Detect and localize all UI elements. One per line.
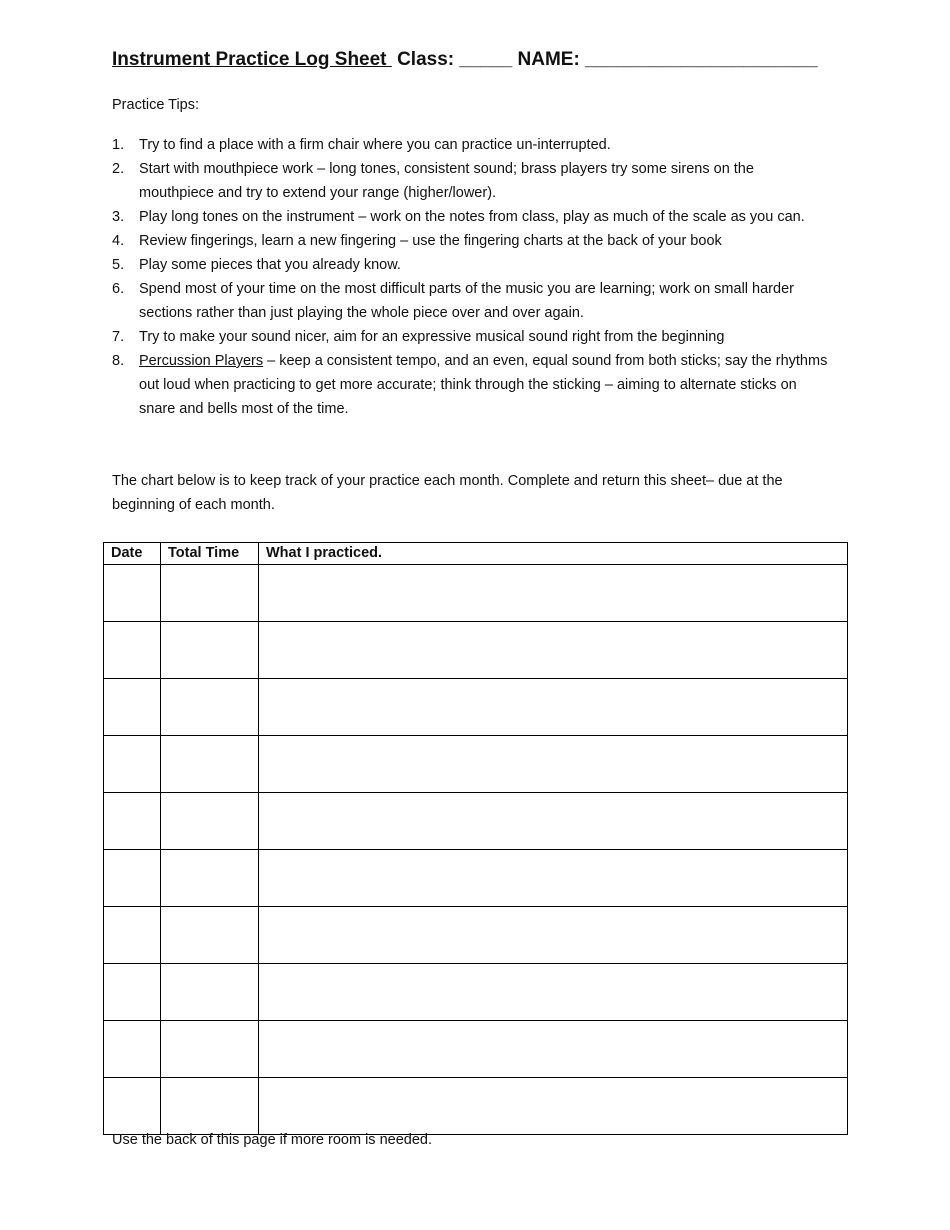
date-cell[interactable] xyxy=(104,679,161,736)
log-table-body xyxy=(104,565,848,1135)
total-time-cell[interactable] xyxy=(161,1078,259,1135)
total-time-column-header: Total Time xyxy=(161,543,259,565)
date-cell[interactable] xyxy=(104,793,161,850)
practice-tips-heading: Practice Tips: xyxy=(112,97,200,113)
tip-text: Review fingerings, learn a new fingering – use the fingering charts at the back of your book xyxy=(139,233,722,249)
what-practiced-cell[interactable] xyxy=(259,793,848,850)
tip-text: Play long tones on the instrument – work on the notes from class, play as much of the scale as you can. xyxy=(139,209,805,225)
tip-text: Try to make your sound nicer, aim for an expressive musical sound right from the beginning xyxy=(139,329,725,345)
tip-text: Try to find a place with a firm chair where you can practice un-interrupted. xyxy=(139,137,611,153)
footer-note: Use the back of this page if more room is needed. xyxy=(112,1132,432,1148)
tip-number: 7. xyxy=(112,329,125,345)
what-practiced-column-header: What I practiced. xyxy=(259,543,848,565)
page-title: Instrument Practice Log Sheet xyxy=(112,49,392,70)
tip-number: 8. xyxy=(112,353,125,369)
what-practiced-cell[interactable] xyxy=(259,565,848,622)
total-time-cell[interactable] xyxy=(161,565,259,622)
table-row xyxy=(104,679,848,736)
table-row xyxy=(104,964,848,1021)
what-practiced-cell[interactable] xyxy=(259,907,848,964)
tip-text: – keep a consistent tempo, and an even, equal sound from both sticks; say the rhythms out loud when practicing to get more accurate; think through the sticking – aiming to alternate sticks on snare and bells most of the time. xyxy=(139,353,828,417)
table-row xyxy=(104,1021,848,1078)
what-practiced-cell[interactable] xyxy=(259,1021,848,1078)
tip-item xyxy=(112,277,832,325)
total-time-cell[interactable] xyxy=(161,622,259,679)
table-row xyxy=(104,736,848,793)
total-time-cell[interactable] xyxy=(161,907,259,964)
total-time-cell[interactable] xyxy=(161,964,259,1021)
tip-item xyxy=(112,133,832,157)
date-cell[interactable] xyxy=(104,850,161,907)
date-column-header: Date xyxy=(104,543,161,565)
table-row xyxy=(104,907,848,964)
total-time-cell[interactable] xyxy=(161,850,259,907)
date-cell[interactable] xyxy=(104,907,161,964)
table-row xyxy=(104,1078,848,1135)
table-header-row xyxy=(104,543,848,565)
class-name-fields: Class: _____ NAME: ______________________ xyxy=(391,49,818,70)
total-time-cell[interactable] xyxy=(161,1021,259,1078)
tip-item xyxy=(112,205,832,229)
tip-item xyxy=(112,253,832,277)
table-row xyxy=(104,793,848,850)
practice-tips-list xyxy=(112,133,832,421)
page-header xyxy=(112,49,818,71)
table-row xyxy=(104,622,848,679)
date-cell[interactable] xyxy=(104,622,161,679)
total-time-cell[interactable] xyxy=(161,679,259,736)
date-cell[interactable] xyxy=(104,565,161,622)
tip-text: Play some pieces that you already know. xyxy=(139,257,401,273)
tip-number: 1. xyxy=(112,137,125,153)
tip-item xyxy=(112,157,832,205)
tip-text: Start with mouthpiece work – long tones, consistent sound; brass players try some sirens on the mouthpiece and try to extend your range (higher/lower). xyxy=(139,161,754,201)
tip-text: Spend most of your time on the most difficult parts of the music you are learning; work on small harder sections rather than just playing the whole piece over and over again. xyxy=(139,281,794,321)
what-practiced-cell[interactable] xyxy=(259,679,848,736)
tip-number: 2. xyxy=(112,161,125,177)
what-practiced-cell[interactable] xyxy=(259,1078,848,1135)
what-practiced-cell[interactable] xyxy=(259,850,848,907)
table-row xyxy=(104,565,848,622)
tip-item xyxy=(112,229,832,253)
tip-number: 6. xyxy=(112,281,125,297)
date-cell[interactable] xyxy=(104,964,161,1021)
total-time-cell[interactable] xyxy=(161,736,259,793)
date-cell[interactable] xyxy=(104,1078,161,1135)
tip-number: 4. xyxy=(112,233,125,249)
tip-item xyxy=(112,349,832,421)
date-cell[interactable] xyxy=(104,736,161,793)
percussion-players-label: Percussion Players xyxy=(139,353,264,369)
practice-log-table xyxy=(103,542,848,1135)
what-practiced-cell[interactable] xyxy=(259,622,848,679)
total-time-cell[interactable] xyxy=(161,793,259,850)
date-cell[interactable] xyxy=(104,1021,161,1078)
what-practiced-cell[interactable] xyxy=(259,736,848,793)
tip-number: 3. xyxy=(112,209,125,225)
chart-instructions: The chart below is to keep track of your practice each month. Complete and return this sheet– due at the beginning of each month. xyxy=(112,473,783,513)
tip-item xyxy=(112,325,832,349)
what-practiced-cell[interactable] xyxy=(259,964,848,1021)
tip-number: 5. xyxy=(112,257,125,273)
table-row xyxy=(104,850,848,907)
